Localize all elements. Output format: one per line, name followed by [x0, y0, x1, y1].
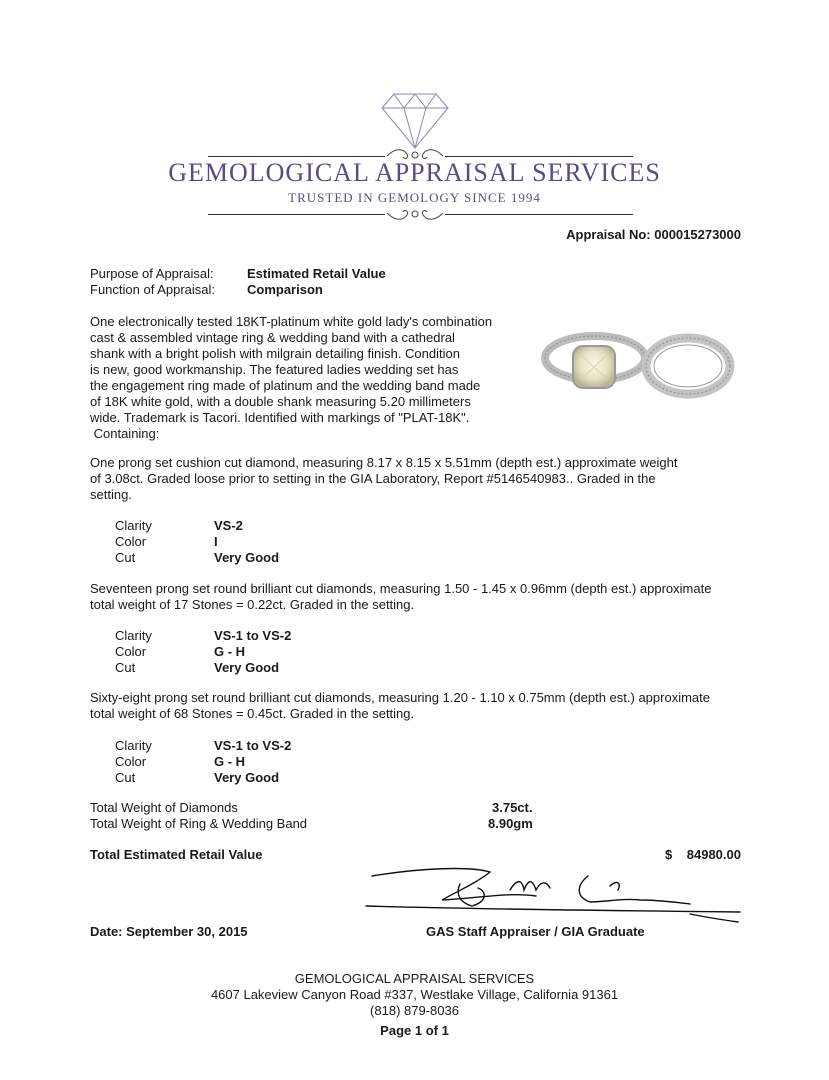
grade-value-color: I	[214, 534, 218, 549]
grade-label-cut: Cut	[115, 770, 136, 785]
company-tagline: TRUSTED IN GEMOLOGY SINCE 1994	[288, 190, 541, 205]
function-value: Comparison	[247, 282, 323, 297]
total-diamonds-value: 3.75ct.	[492, 800, 533, 815]
grade-label-cut: Cut	[115, 550, 136, 565]
description-line: the engagement ring made of platinum and the wedding band made	[90, 378, 481, 393]
total-retail-currency: $	[665, 847, 673, 862]
stone-desc-line: total weight of 17 Stones = 0.22ct. Graded in the setting.	[90, 597, 415, 612]
description-line: of 18K white gold, with a double shank measuring 5.20 millimeters	[90, 394, 471, 409]
function-label: Function of Appraisal:	[90, 282, 216, 297]
grade-label-clarity: Clarity	[115, 518, 152, 533]
grade-value-cut: Very Good	[214, 550, 280, 565]
stone-desc-line: One prong set cushion cut diamond, measuring 8.17 x 8.15 x 5.51mm (depth est.) approximate weight	[90, 455, 678, 470]
grade-label-clarity: Clarity	[115, 628, 152, 643]
diamond-logo-icon	[380, 92, 450, 150]
description-line: cast & assembled vintage ring & wedding band with a cathedral	[90, 330, 455, 345]
grade-label-cut: Cut	[115, 660, 136, 675]
description-line: is new, good workmanship. The featured ladies wedding set has	[90, 362, 459, 377]
grade-value-color: G - H	[214, 644, 246, 659]
total-retail-value: 84980.00	[686, 847, 741, 862]
report-date: Date: September 30, 2015	[90, 924, 248, 939]
grade-label-clarity: Clarity	[115, 738, 152, 753]
total-diamonds-label: Total Weight of Diamonds	[90, 800, 238, 815]
logo-top-rule-right	[445, 156, 633, 157]
logo-top-rule-left	[208, 156, 385, 157]
stone-group-3-description	[90, 690, 770, 722]
grade-label-color: Color	[115, 644, 147, 659]
purpose-value: Estimated Retail Value	[247, 266, 386, 281]
grade-label-color: Color	[115, 534, 147, 549]
description-line: One electronically tested 18KT-platinum white gold lady's combination	[90, 314, 493, 329]
stone-desc-line: Seventeen prong set round brilliant cut diamonds, measuring 1.50 - 1.45 x 0.96mm (depth est.) approximate	[90, 581, 712, 596]
grade-value-clarity: VS-1 to VS-2	[214, 738, 292, 753]
appraiser-signature	[360, 862, 750, 926]
grade-label-color: Color	[115, 754, 147, 769]
ring-photo	[540, 318, 740, 418]
logo-bottom-rule-right	[445, 214, 633, 215]
total-ring-label: Total Weight of Ring & Wedding Band	[90, 816, 308, 831]
logo-bottom-rule-left	[208, 214, 385, 215]
purpose-label: Purpose of Appraisal:	[90, 266, 214, 281]
grade-value-clarity: VS-1 to VS-2	[214, 628, 292, 643]
description-line: wide. Trademark is Tacori. Identified with markings of "PLAT-18K".	[90, 410, 470, 425]
stone-group-1-description	[90, 455, 750, 503]
grade-value-cut: Very Good	[214, 770, 280, 785]
total-ring-value: 8.90gm	[488, 816, 533, 831]
footer-phone: (818) 879-8036	[370, 1003, 459, 1018]
grade-value-cut: Very Good	[214, 660, 280, 675]
company-logo-title: GEMOLOGICAL APPRAISAL SERVICES	[168, 158, 661, 187]
grade-value-color: G - H	[214, 754, 246, 769]
footer-company: GEMOLOGICAL APPRAISAL SERVICES	[294, 971, 535, 986]
page-number: Page 1 of 1	[380, 1023, 449, 1038]
description-line: shank with a bright polish with milgrain detailing finish. Condition	[90, 346, 460, 361]
flourish-bottom-icon	[385, 205, 445, 223]
appraisal-number: Appraisal No: 000015273000	[566, 227, 741, 242]
description-block	[90, 314, 530, 442]
stone-group-2-description	[90, 581, 770, 613]
grade-value-clarity: VS-2	[214, 518, 243, 533]
total-retail-label: Total Estimated Retail Value	[90, 847, 263, 862]
appraiser-title: GAS Staff Appraiser / GIA Graduate	[426, 924, 645, 939]
stone-desc-line: total weight of 68 Stones = 0.45ct. Graded in the setting.	[90, 706, 415, 721]
stone-desc-line: Sixty-eight prong set round brilliant cut diamonds, measuring 1.20 - 1.10 x 0.75mm (depth est.) approximate	[90, 690, 710, 705]
stone-desc-line: of 3.08ct. Graded loose prior to setting in the GIA Laboratory, Report #5146540983.. Graded in the	[90, 471, 656, 486]
stone-desc-line: setting.	[90, 487, 132, 502]
description-line: Containing:	[90, 426, 160, 441]
footer-address: 4607 Lakeview Canyon Road #337, Westlake Village, California 91361	[210, 987, 619, 1002]
